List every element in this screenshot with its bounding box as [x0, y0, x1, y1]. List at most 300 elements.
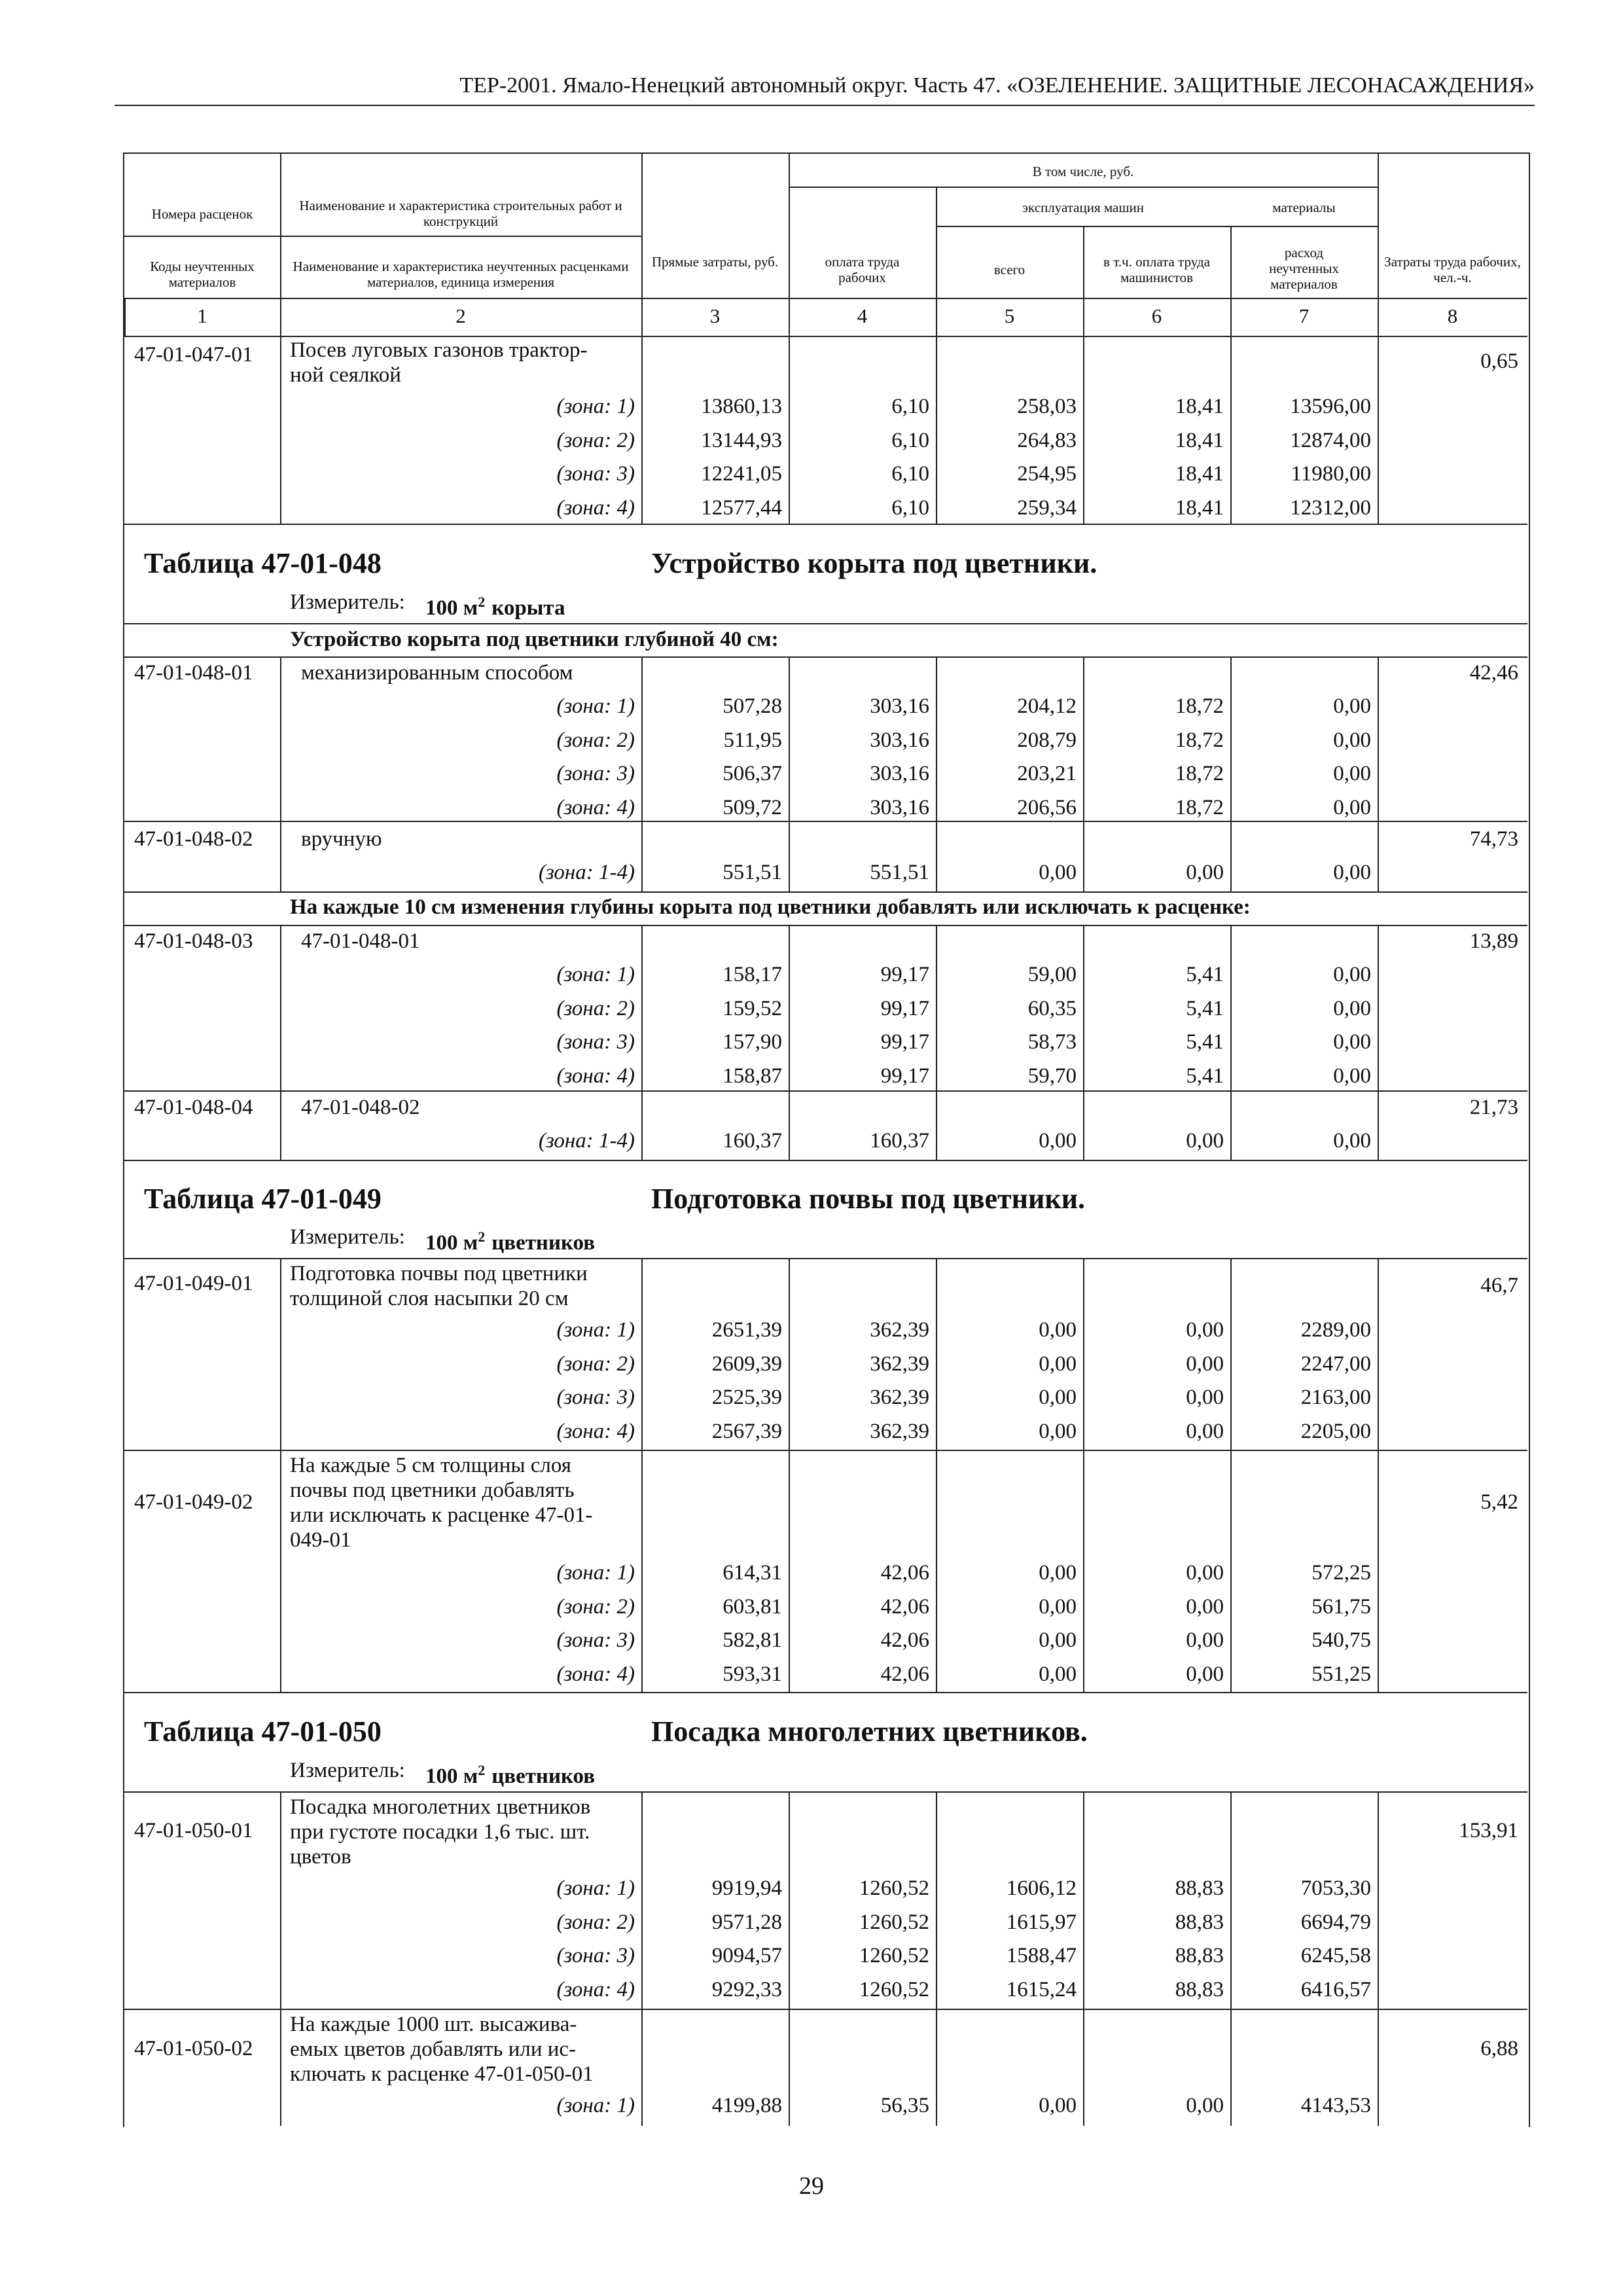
column-number: 5: [1004, 304, 1015, 327]
cell-value: 0,00: [1039, 2094, 1077, 2117]
column-rule: [1083, 925, 1084, 1090]
cell-value: 9094,57: [711, 1944, 782, 1967]
work-name: механизированным способом: [301, 661, 573, 685]
cell-value: 303,16: [870, 762, 929, 785]
col-header-direct-costs: Прямые затраты, руб.: [651, 254, 779, 270]
column-rule: [1083, 1450, 1084, 1692]
labor-value: 46,7: [1480, 1274, 1518, 1297]
col-header-total: всего: [993, 262, 1026, 278]
col-header-including: В том числе, руб.: [1032, 164, 1134, 179]
zone-label: (зона: 2): [556, 728, 635, 752]
cell-value: 6694,79: [1300, 1910, 1371, 1934]
zone-label: (зона: 4): [556, 1419, 635, 1443]
cell-value: 9292,33: [711, 1977, 782, 2001]
column-rule: [1378, 1450, 1379, 1692]
column-rule: [280, 336, 281, 524]
col-header-machines: эксплуатация машин: [1022, 200, 1144, 215]
col-header-labor: Затраты труда рабочих, чел.-ч.: [1384, 254, 1521, 285]
rate-code: 47-01-048-01: [134, 661, 253, 685]
column-rule: [1083, 336, 1084, 524]
zone-label: (зона: 4): [556, 495, 635, 520]
column-rule: [789, 2009, 790, 2126]
row-rule: [124, 1692, 1527, 1693]
cell-value: 0,00: [1039, 1386, 1077, 1409]
zone-label: (зона: 2): [556, 428, 635, 452]
zone-label: (зона: 3): [556, 1628, 635, 1652]
column-rule: [789, 336, 790, 524]
zone-label: (зона: 4): [556, 1064, 635, 1088]
work-name: вручную: [301, 827, 382, 851]
cell-value: 0,00: [1186, 1129, 1224, 1153]
work-name: емых цветов добавлять или ис-: [290, 2037, 577, 2061]
column-rule: [1378, 1791, 1379, 2009]
zone-label: (зона: 1-4): [538, 1129, 635, 1153]
labor-value: 6,88: [1480, 2037, 1518, 2060]
column-rule: [1083, 656, 1084, 821]
cell-value: 1588,47: [1006, 1944, 1077, 1967]
col-header-work-name: Наименование и характеристика строительных работ и конструкций: [299, 198, 622, 229]
cell-value: 1615,24: [1006, 1977, 1077, 2001]
measure-amount: 100 м: [425, 1765, 478, 1788]
measure-label: Измеритель:: [290, 590, 405, 614]
rate-code: 47-01-049-01: [134, 1272, 253, 1295]
column-rule: [641, 1450, 643, 1692]
cell-value: 362,39: [870, 1318, 929, 1342]
work-name: ключать к расценке 47-01-050-01: [290, 2062, 594, 2086]
zone-label: (зона: 2): [556, 996, 635, 1020]
cell-value: 614,31: [722, 1561, 782, 1585]
cell-value: 18,72: [1175, 728, 1224, 752]
cell-value: 264,83: [1017, 428, 1077, 452]
work-name: На каждые 1000 шт. высажива-: [290, 2013, 577, 2036]
row-rule: [124, 925, 1527, 926]
column-rule: [789, 1090, 790, 1160]
subsection-heading: Устройство корыта под цветники глубиной 40 см:: [290, 628, 779, 651]
cell-value: 303,16: [870, 728, 929, 752]
cell-value: 2289,00: [1300, 1318, 1371, 1342]
cell-value: 0,00: [1333, 694, 1371, 718]
labor-value: 0,65: [1480, 350, 1518, 373]
measure-unit: корыта: [491, 596, 565, 620]
cell-value: 1260,52: [859, 1910, 929, 1934]
cell-value: 9571,28: [711, 1910, 782, 1934]
cell-value: 6245,58: [1300, 1944, 1371, 1967]
cell-value: 572,25: [1311, 1561, 1371, 1585]
column-rule: [1230, 1258, 1232, 1450]
table-name: Устройство корыта под цветники.: [651, 547, 1097, 579]
zone-label: (зона: 1): [556, 2094, 635, 2117]
cell-value: 507,28: [722, 694, 782, 718]
running-header: [115, 71, 1535, 106]
cell-value: 208,79: [1017, 728, 1077, 752]
superscript-two: 2: [478, 1229, 486, 1245]
work-name: 049-01: [290, 1528, 351, 1552]
table-name: Подготовка почвы под цветники.: [651, 1183, 1086, 1215]
cell-value: 6416,57: [1300, 1977, 1371, 2001]
cell-value: 13860,13: [701, 395, 782, 418]
work-name: почвы под цветники добавлять: [290, 1479, 575, 1502]
cell-value: 18,72: [1175, 694, 1224, 718]
row-rule: [124, 821, 1527, 822]
cell-value: 6,10: [891, 462, 929, 486]
cell-value: 18,41: [1175, 462, 1224, 486]
work-name: На каждые 5 см толщины слоя: [290, 1454, 571, 1477]
cell-value: 59,00: [1027, 963, 1077, 986]
cell-value: 18,41: [1175, 395, 1224, 418]
cell-value: 42,06: [880, 1628, 929, 1652]
column-rule: [1378, 2009, 1379, 2126]
superscript-two: 2: [478, 594, 486, 610]
row-rule: [789, 187, 1378, 188]
zone-label: (зона: 1): [556, 963, 635, 986]
cell-value: 2609,39: [711, 1352, 782, 1376]
cell-value: 0,00: [1333, 1064, 1371, 1088]
row-rule: [124, 1450, 1527, 1451]
labor-value: 74,73: [1469, 827, 1518, 851]
work-name: 47-01-048-02: [301, 1096, 420, 1119]
cell-value: 0,00: [1039, 1129, 1077, 1153]
column-rule: [280, 1791, 281, 2009]
column-rule: [1378, 656, 1379, 821]
column-rule: [1230, 821, 1232, 891]
row-rule: [124, 2009, 1527, 2010]
cell-value: 12874,00: [1290, 428, 1371, 452]
column-rule: [641, 1258, 643, 1450]
table-title: Таблица 47-01-049: [144, 1183, 382, 1215]
cell-value: 6,10: [891, 395, 929, 418]
running-header-text: ТЕР-2001. Ямало-Ненецкий автономный округ. Часть 47. «ОЗЕЛЕНЕНИЕ. ЗАЩИТНЫЕ ЛЕСОНАСАЖДЕНИЯ»: [459, 73, 1535, 98]
column-rule: [641, 925, 643, 1090]
cell-value: 551,51: [722, 861, 782, 884]
cell-value: 6,10: [891, 428, 929, 452]
column-rule: [641, 336, 643, 524]
column-number: 3: [709, 304, 721, 327]
work-name: при густоте посадки 1,6 тыс. шт.: [290, 1820, 590, 1844]
labor-value: 42,46: [1469, 661, 1518, 685]
cell-value: 18,72: [1175, 762, 1224, 785]
zone-label: (зона: 1): [556, 694, 635, 718]
zone-label: (зона: 1): [556, 1561, 635, 1585]
cell-value: 0,00: [1039, 1318, 1077, 1342]
column-rule: [1083, 2009, 1084, 2126]
cell-value: 0,00: [1186, 1352, 1224, 1376]
cell-value: 2163,00: [1300, 1386, 1371, 1409]
cell-value: 0,00: [1039, 861, 1077, 884]
cell-value: 1260,52: [859, 1944, 929, 1967]
zone-label: (зона: 2): [556, 1594, 635, 1619]
work-name: 47-01-048-01: [301, 929, 420, 953]
column-number: 4: [857, 304, 868, 327]
cell-value: 561,75: [1311, 1594, 1371, 1619]
cell-value: 1606,12: [1006, 1876, 1077, 1900]
cell-value: 18,72: [1175, 795, 1224, 819]
cell-value: 9919,94: [711, 1876, 782, 1900]
row-rule: [936, 226, 1378, 227]
zone-label: (зона: 2): [556, 1910, 635, 1934]
cell-value: 59,70: [1027, 1064, 1077, 1088]
labor-value: 153,91: [1459, 1819, 1518, 1842]
rate-code: 47-01-049-02: [134, 1490, 253, 1514]
cell-value: 362,39: [870, 1419, 929, 1443]
work-name: или исключать к расценке 47-01-: [290, 1503, 593, 1527]
cell-value: 0,00: [1186, 2094, 1224, 2117]
cell-value: 259,34: [1017, 495, 1077, 520]
cell-value: 2525,39: [711, 1386, 782, 1409]
column-rule: [641, 1791, 643, 2009]
column-rule: [1230, 1791, 1232, 2009]
cell-value: 159,52: [722, 996, 782, 1020]
labor-value: 5,42: [1480, 1490, 1518, 1514]
cell-value: 0,00: [1186, 1594, 1224, 1619]
cell-value: 0,00: [1039, 1561, 1077, 1585]
column-rule: [280, 656, 281, 821]
cell-value: 0,00: [1186, 1561, 1224, 1585]
cell-value: 0,00: [1333, 1129, 1371, 1153]
cell-value: 11980,00: [1291, 462, 1371, 486]
cell-value: 99,17: [880, 1064, 929, 1088]
cell-value: 2205,00: [1300, 1419, 1371, 1443]
column-rule: [789, 1791, 790, 2009]
labor-value: 13,89: [1469, 929, 1518, 953]
cell-value: 1260,52: [859, 1876, 929, 1900]
cell-value: 99,17: [880, 1030, 929, 1054]
cell-value: 551,25: [1311, 1662, 1371, 1686]
cell-value: 42,06: [880, 1561, 929, 1585]
column-rule: [1083, 1791, 1084, 2009]
work-name: Посадка многолетних цветников: [290, 1795, 591, 1819]
column-rule: [1378, 1090, 1379, 1160]
rate-code: 47-01-048-03: [134, 929, 253, 953]
cell-value: 160,37: [722, 1129, 782, 1153]
cell-value: 88,83: [1175, 1977, 1224, 2001]
cell-value: 0,00: [1039, 1352, 1077, 1376]
cell-value: 0,00: [1186, 1628, 1224, 1652]
column-rule: [1378, 925, 1379, 1090]
cell-value: 0,00: [1333, 861, 1371, 884]
zone-label: (зона: 4): [556, 795, 635, 819]
row-rule: [124, 236, 641, 237]
column-rule: [280, 821, 281, 891]
row-rule: [124, 1090, 1527, 1092]
cell-value: 0,00: [1333, 1030, 1371, 1054]
table-title: Таблица 47-01-050: [144, 1715, 382, 1748]
column-rule: [789, 925, 790, 1090]
cell-value: 204,12: [1017, 694, 1077, 718]
cell-value: 18,41: [1175, 428, 1224, 452]
cell-value: 0,00: [1333, 762, 1371, 785]
column-rule: [936, 821, 937, 891]
cell-value: 362,39: [870, 1352, 929, 1376]
zone-label: (зона: 3): [556, 762, 635, 785]
cell-value: 6,10: [891, 495, 929, 520]
superscript-two: 2: [478, 1762, 486, 1778]
row-rule: [124, 891, 1527, 893]
cell-value: 12577,44: [701, 495, 782, 520]
cell-value: 0,00: [1333, 795, 1371, 819]
rate-code: 47-01-050-01: [134, 1819, 253, 1842]
cell-value: 60,35: [1027, 996, 1077, 1020]
row-rule: [124, 623, 1527, 624]
work-name: Подготовка почвы под цветники: [290, 1262, 588, 1285]
cell-value: 1615,97: [1006, 1910, 1077, 1934]
rate-code: 47-01-048-04: [134, 1096, 253, 1119]
cell-value: 5,41: [1186, 996, 1224, 1020]
zone-label: (зона: 1): [556, 395, 635, 418]
page-number: 29: [799, 2172, 824, 2200]
column-rule: [936, 1090, 937, 1160]
column-rule: [641, 2009, 643, 2126]
cell-value: 13596,00: [1290, 395, 1371, 418]
column-rule: [1230, 336, 1232, 524]
zone-label: (зона: 1): [556, 1318, 635, 1342]
measure-label: Измеритель:: [290, 1759, 405, 1782]
row-rule: [124, 1258, 1527, 1259]
column-number: 2: [455, 304, 466, 327]
cell-value: 42,06: [880, 1594, 929, 1619]
row-rule: [124, 1791, 1527, 1793]
zone-label: (зона: 1-4): [538, 861, 635, 884]
cell-value: 593,31: [722, 1662, 782, 1686]
zone-label: (зона: 3): [556, 1386, 635, 1409]
cell-value: 362,39: [870, 1386, 929, 1409]
column-rule: [789, 656, 790, 821]
column-rule: [1083, 1090, 1084, 1160]
cell-value: 206,56: [1017, 795, 1077, 819]
table-title: Таблица 47-01-048: [144, 547, 382, 579]
cell-value: 5,41: [1186, 963, 1224, 986]
column-rule: [1083, 821, 1084, 891]
cell-value: 99,17: [880, 963, 929, 986]
cell-value: 4143,53: [1300, 2094, 1371, 2117]
cell-value: 258,03: [1017, 395, 1077, 418]
column-rule: [789, 821, 790, 891]
column-rule: [1378, 336, 1379, 524]
work-name: Посев луговых газонов трактор-: [290, 338, 588, 362]
column-rule: [641, 1090, 643, 1160]
measure-value: [425, 1757, 595, 1789]
row-rule: [124, 524, 1527, 525]
cell-value: 88,83: [1175, 1876, 1224, 1900]
column-number: 7: [1298, 304, 1310, 327]
zone-label: (зона: 1): [556, 1876, 635, 1900]
cell-value: 551,51: [870, 861, 929, 884]
zone-label: (зона: 3): [556, 462, 635, 486]
column-rule: [789, 1450, 790, 1692]
measure-amount: 100 м: [425, 596, 478, 620]
cell-value: 158,17: [722, 963, 782, 986]
column-rule: [936, 336, 937, 524]
row-rule: [124, 298, 1527, 299]
cell-value: 56,35: [880, 2094, 929, 2117]
cell-value: 0,00: [1186, 1386, 1224, 1409]
rate-code: 47-01-050-02: [134, 2037, 253, 2060]
cell-value: 506,37: [722, 762, 782, 785]
cell-value: 99,17: [880, 996, 929, 1020]
column-rule: [936, 925, 937, 1090]
cell-value: 18,41: [1175, 495, 1224, 520]
column-rule: [936, 2009, 937, 2126]
zone-label: (зона: 4): [556, 1662, 635, 1686]
cell-value: 42,06: [880, 1662, 929, 1686]
column-rule: [280, 925, 281, 1090]
column-number: 8: [1447, 304, 1458, 327]
measure-value: [425, 589, 565, 621]
column-rule: [1230, 2009, 1232, 2126]
column-rule: [936, 1791, 937, 2009]
col-header-operator-pay: в т.ч. оплата труда машинистов: [1103, 254, 1210, 285]
column-rule: [280, 1450, 281, 1692]
column-rule: [641, 821, 643, 891]
cell-value: 0,00: [1333, 728, 1371, 752]
col-header-rate-numbers: Номера расценок: [151, 206, 253, 222]
cell-value: 5,41: [1186, 1030, 1224, 1054]
column-rule: [1378, 821, 1379, 891]
zone-label: (зона: 3): [556, 1030, 635, 1054]
column-number: 6: [1151, 304, 1162, 327]
column-rule: [936, 1450, 937, 1692]
cell-value: 0,00: [1186, 1662, 1224, 1686]
column-rule: [1230, 1450, 1232, 1692]
cell-value: 254,95: [1017, 462, 1077, 486]
cell-value: 12312,00: [1290, 495, 1371, 520]
column-rule: [789, 1258, 790, 1450]
column-rule: [280, 1090, 281, 1160]
col-header-material-name: Наименование и характеристика неучтенных расценками материалов, единица измерения: [293, 259, 629, 290]
cell-value: 12241,05: [701, 462, 782, 486]
cell-value: 303,16: [870, 694, 929, 718]
measure-unit: цветников: [491, 1765, 596, 1788]
work-name: толщиной слоя насыпки 20 см: [290, 1287, 569, 1310]
col-header-material-use: расход неучтенных материалов: [1269, 245, 1339, 292]
cell-value: 1260,52: [859, 1977, 929, 2001]
column-rule: [641, 656, 643, 821]
zone-label: (зона: 2): [556, 1352, 635, 1376]
cell-value: 0,00: [1186, 861, 1224, 884]
cell-value: 2567,39: [711, 1419, 782, 1443]
cell-value: 2247,00: [1300, 1352, 1371, 1376]
rate-code: 47-01-048-02: [134, 827, 253, 851]
measure-value: [425, 1224, 595, 1256]
cell-value: 511,95: [723, 728, 782, 752]
measure-label: Измеритель:: [290, 1225, 405, 1249]
column-rule: [280, 2009, 281, 2126]
cell-value: 0,00: [1039, 1662, 1077, 1686]
cell-value: 7053,30: [1300, 1876, 1371, 1900]
measure-unit: цветников: [491, 1231, 596, 1255]
column-rule: [1230, 656, 1232, 821]
cell-value: 603,81: [722, 1594, 782, 1619]
cell-value: 58,73: [1027, 1030, 1077, 1054]
column-rule: [936, 1258, 937, 1450]
cell-value: 582,81: [722, 1628, 782, 1652]
column-rule: [1378, 1258, 1379, 1450]
column-number: 1: [197, 304, 207, 327]
subsection-heading: На каждые 10 см изменения глубины корыта под цветники добавлять или исключать к расценке:: [290, 895, 1251, 919]
cell-value: 509,72: [722, 795, 782, 819]
table-name: Посадка многолетних цветников.: [651, 1715, 1088, 1748]
cell-value: 160,37: [870, 1129, 929, 1153]
work-name: ной сеялкой: [290, 363, 401, 387]
cell-value: 0,00: [1186, 1318, 1224, 1342]
cell-value: 540,75: [1311, 1628, 1371, 1652]
row-rule: [124, 656, 1527, 658]
cell-value: 203,21: [1017, 762, 1077, 785]
col-header-materials: материалы: [1272, 200, 1336, 215]
col-header-material-codes: Коды неучтенных материалов: [150, 259, 255, 290]
column-rule: [1230, 925, 1232, 1090]
column-rule: [936, 656, 937, 821]
cell-value: 5,41: [1186, 1064, 1224, 1088]
